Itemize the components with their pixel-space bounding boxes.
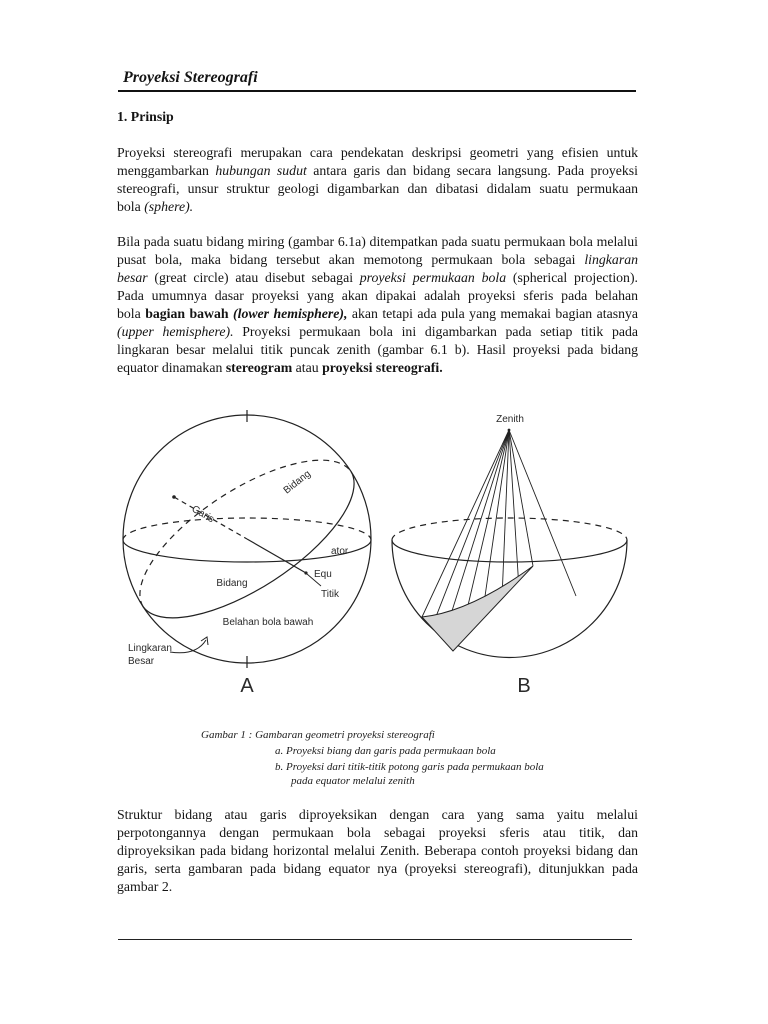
paragraph-line (117, 251, 638, 269)
paragraph-3 (117, 806, 638, 896)
text-run: pusat bola, maka bidang tersebut akan memotong permukaan bola sebagai (117, 252, 585, 267)
panel-a-label: A (240, 675, 254, 697)
panel-a-sphere (123, 410, 371, 668)
figure-caption-title: Gambar 1 : Gambaran geometri proyeksi stereografi (201, 729, 435, 741)
italic-term: (sphere). (144, 199, 194, 214)
equator-back-arc (123, 518, 371, 540)
paragraph-line (117, 860, 638, 878)
paragraph-1 (117, 144, 638, 216)
hemisphere-equator-front (392, 540, 627, 562)
label-zenith: Zenith (496, 414, 524, 425)
text-run: Proyeksi stereografi merupakan cara pendekatan deskripsi geometri yang efisien untuk (117, 145, 638, 160)
italic-term: (upper hemisphere). (117, 324, 234, 339)
arrowhead (201, 637, 208, 645)
page-title: Proyeksi Stereografi (123, 69, 258, 86)
label-besar: Besar (128, 656, 155, 667)
text-run: Bila pada suatu bidang miring (gambar 6.1a) ditempatkan pada suatu permukaan bola melalui (117, 234, 638, 249)
stereographic-figure (100, 400, 660, 700)
projection-ray (509, 430, 533, 566)
italic-term: besar (117, 270, 148, 285)
section-heading: 1. Prinsip (117, 109, 174, 124)
paragraph-line (117, 198, 638, 216)
label-bidang-equator: Bidang (216, 578, 248, 589)
label-bidang-plane: Bidang (281, 468, 313, 497)
paragraph-line (117, 287, 638, 305)
footer-rule (118, 939, 632, 940)
line-garis-front (247, 539, 306, 573)
paragraph-line (117, 233, 638, 251)
titik-point (304, 571, 307, 574)
text-run: stereografi, unsur struktur geologi digambarkan dan dibatasi didalam suatu permukaan (117, 181, 638, 196)
title-underline (118, 90, 636, 92)
projection-ray (437, 430, 509, 615)
italic-term: hubungan sudut (215, 163, 307, 178)
paragraph-line (117, 806, 638, 824)
text-run: gambar 2. (117, 879, 173, 894)
text-run: garis, serta gambaran pada bidang equator nya (proyeksi stereografi), ditunjukkan pada (117, 861, 638, 876)
label-lingkaran: Lingkaran (128, 643, 172, 654)
projected-area-shading (422, 566, 533, 651)
lingkaran-besar-arrow (170, 640, 206, 653)
paragraph-line (117, 144, 638, 162)
text-run: (spherical projection). (506, 270, 638, 285)
paragraph-line (117, 180, 638, 198)
paragraph-line (117, 341, 638, 359)
paragraph-line (117, 824, 638, 842)
hemisphere-bowl (392, 540, 627, 658)
bold-italic-term: (lower hemisphere), (233, 306, 348, 321)
paragraph-line (117, 323, 638, 341)
label-belahan-bola-bawah: Belahan bola bawah (222, 617, 314, 628)
text-run: menggambarkan (117, 163, 216, 178)
label-titik: Titik (321, 589, 339, 600)
projection-ray (509, 430, 518, 577)
text-run: Struktur bidang atau garis diproyeksikan dengan cara yang sama yaitu melalui (117, 807, 638, 822)
garis-end-point (172, 495, 176, 499)
text-run: atau (292, 360, 323, 375)
paragraph-line (117, 842, 638, 860)
zenith-point (508, 429, 511, 432)
figure-caption-item: b. Proyeksi dari titik-titik potong garis pada permukaan bola (275, 761, 544, 773)
figure-caption-item: pada equator melalui zenith (291, 775, 415, 787)
label-equator-right: ator (331, 546, 349, 557)
text-run: Proyeksi permukaan bola ini digambarkan pada setiap titik pada (233, 324, 639, 339)
paragraph-line (117, 162, 638, 180)
label-equator-left: Equ (314, 569, 332, 580)
label-garis: Garis (189, 503, 216, 526)
text-run: akan tetapi ada pula yang memakai bagian atasnya (347, 306, 639, 321)
bold-term: stereogram (225, 360, 293, 375)
text-run: (great circle) atau disebut sebagai (147, 270, 360, 285)
bold-term: bagian bawah (145, 306, 234, 321)
text-run: perpotongannya dengan permukaan bola sebagai proyeksi sferis atau titik, dan (117, 825, 638, 840)
text-run: bola (117, 199, 145, 214)
text-run: Pada umumnya dasar proyeksi yang akan dipakai adalah proyeksi sferis pada belahan (117, 288, 638, 303)
hemisphere-equator-back (392, 518, 627, 540)
text-run: lingkaran besar melalui titik puncak zenith (gambar 6.1 b). Hasil proyeksi pada bidang (117, 342, 638, 357)
paragraph-line (117, 359, 638, 377)
paragraph-line (117, 305, 638, 323)
figure-caption-item: a. Proyeksi biang dan garis pada permukaan bola (275, 745, 496, 757)
text-run: equator dinamakan (117, 360, 226, 375)
paragraph-line (117, 269, 638, 287)
paragraph-line (117, 878, 638, 896)
paragraph-2 (117, 233, 638, 377)
projection-ray (452, 430, 509, 610)
text-run: antara garis dan bidang secara langsung. Pada proyeksi (306, 163, 638, 178)
panel-b-label: B (517, 675, 531, 697)
bold-term: proyeksi stereografi. (322, 360, 443, 375)
text-run: bola (117, 306, 146, 321)
text-run: diproyeksikan pada bidang horizontal melalui Zenith. Beberapa contoh proyeksi bidang dan (117, 843, 638, 858)
italic-term: proyeksi permukaan bola (359, 270, 507, 285)
italic-term: lingkaran (584, 252, 638, 267)
projection-ray-garis (509, 430, 576, 596)
